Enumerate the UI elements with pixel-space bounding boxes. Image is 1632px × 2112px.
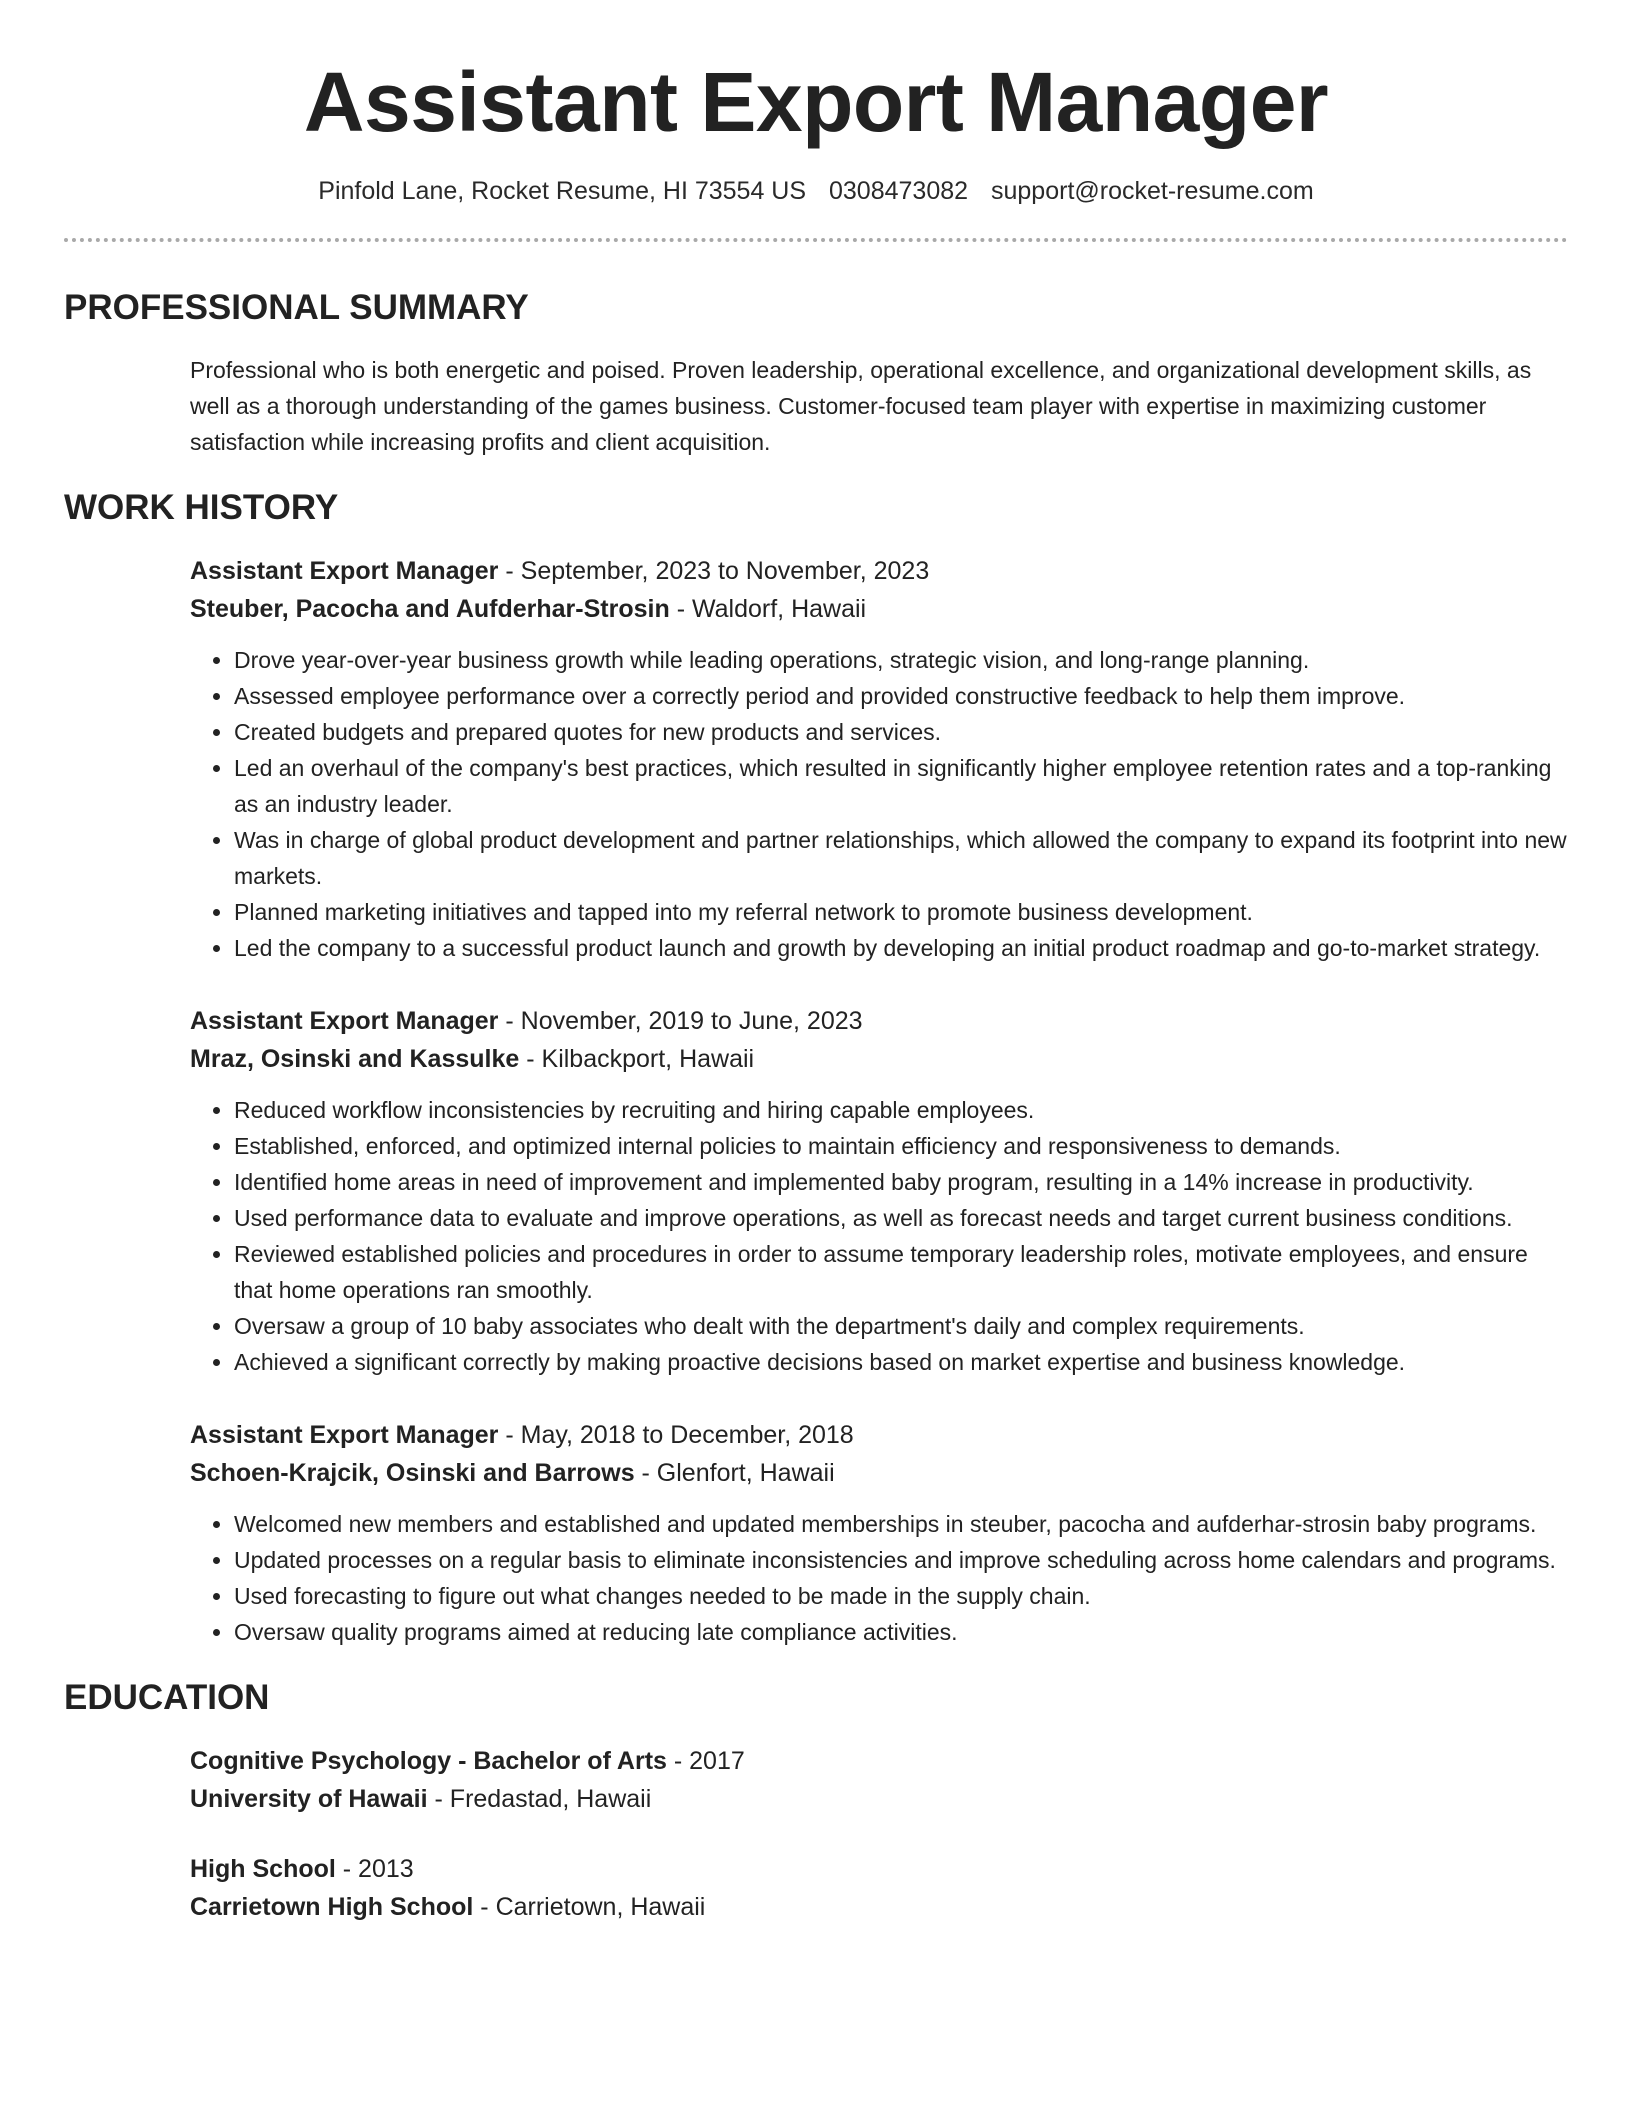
job-entry <box>190 552 1568 966</box>
summary-text: Professional who is both energetic and poised. Proven leadership, operational excellence, and organizational development skills, as well as a thorough understanding of the games business. Customer-focused team player with expertise in maximizing customer satisfaction while increasing profits and client acquisition. <box>190 357 1532 455</box>
education-degree: Cognitive Psychology - Bachelor of Arts <box>190 1747 667 1775</box>
job-company-line <box>190 590 1568 628</box>
education-year: - 2017 <box>666 1747 745 1775</box>
bullet-item: • Welcomed new members and established and updated memberships in steuber, pacocha and aufderhar-strosin baby programs. <box>234 1506 1568 1542</box>
section-title-education: EDUCATION <box>64 1678 270 1717</box>
bullet-item: • Assessed employee performance over a correctly period and provided constructive feedback to help them improve. <box>234 678 1568 714</box>
job-company-line <box>190 1454 1568 1492</box>
bullet-item: • Led the company to a successful product launch and growth by developing an initial product roadmap and go-to-market strategy. <box>234 930 1568 966</box>
education-school: University of Hawaii <box>190 1785 428 1813</box>
bullet-item: • Used performance data to evaluate and improve operations, as well as forecast needs and target current business conditions. <box>234 1200 1568 1236</box>
job-bullets <box>190 1092 1568 1380</box>
bullet-item: • Created budgets and prepared quotes for new products and services. <box>234 714 1568 750</box>
job-entry <box>190 1002 1568 1380</box>
bullet-item: • Updated processes on a regular basis to eliminate inconsistencies and improve scheduling across home calendars and programs. <box>234 1542 1568 1578</box>
bullet-item: • Drove year-over-year business growth while leading operations, strategic vision, and long-range planning. <box>234 642 1568 678</box>
job-dates: - November, 2019 to June, 2023 <box>498 1007 863 1035</box>
bullet-item: • Established, enforced, and optimized internal policies to maintain efficiency and responsiveness to demands. <box>234 1128 1568 1164</box>
job-role: Assistant Export Manager <box>190 1007 499 1035</box>
education-school-line <box>190 1780 1568 1818</box>
job-bullets <box>190 1506 1568 1650</box>
bullet-item: • Oversaw quality programs aimed at reducing late compliance activities. <box>234 1614 1568 1650</box>
job-role: Assistant Export Manager <box>190 1421 499 1449</box>
contact-email: support@rocket-resume.com <box>991 177 1314 205</box>
education-degree: High School <box>190 1855 336 1883</box>
contact-phone: 0308473082 <box>829 177 969 205</box>
section-title-summary: PROFESSIONAL SUMMARY <box>64 288 529 327</box>
header-divider <box>64 238 1568 242</box>
contact-address: Pinfold Lane, Rocket Resume, HI 73554 US <box>318 177 807 205</box>
bullet-item: • Identified home areas in need of improvement and implemented baby program, resulting in a 14% increase in productivity. <box>234 1164 1568 1200</box>
job-location: - Glenfort, Hawaii <box>634 1459 835 1487</box>
education-location: - Carrietown, Hawaii <box>473 1893 706 1921</box>
job-role: Assistant Export Manager <box>190 557 499 585</box>
bullet-item: • Oversaw a group of 10 baby associates who dealt with the department's daily and complex requirements. <box>234 1308 1568 1344</box>
education-year: - 2013 <box>335 1855 414 1883</box>
job-location: - Kilbackport, Hawaii <box>519 1045 755 1073</box>
resume-header <box>0 0 1632 208</box>
bullet-item: • Led an overhaul of the company's best practices, which resulted in significantly higher employee retention rates and a top-ranking as an industry leader. <box>234 750 1568 822</box>
job-dates: - May, 2018 to December, 2018 <box>498 1421 854 1449</box>
job-title-line <box>190 1002 1568 1040</box>
bullet-item: • Achieved a significant correctly by making proactive decisions based on market expertise and business knowledge. <box>234 1344 1568 1380</box>
bullet-item: • Was in charge of global product development and partner relationships, which allowed the company to expand its footprint into new markets. <box>234 822 1568 894</box>
education-entry <box>190 1742 1568 1818</box>
bullet-item: • Planned marketing initiatives and tapped into my referral network to promote business development. <box>234 894 1568 930</box>
education-degree-line <box>190 1850 1568 1888</box>
job-company-line <box>190 1040 1568 1078</box>
education-school: Carrietown High School <box>190 1893 474 1921</box>
bullet-item: • Reviewed established policies and procedures in order to assume temporary leadership roles, motivate employees, and ensure that home operations ran smoothly. <box>234 1236 1568 1308</box>
job-title-line <box>190 552 1568 590</box>
bullet-item: • Used forecasting to figure out what changes needed to be made in the supply chain. <box>234 1578 1568 1614</box>
job-entry <box>190 1416 1568 1650</box>
section-title-work-history: WORK HISTORY <box>64 488 339 527</box>
education-entry <box>190 1850 1568 1926</box>
job-company: Schoen-Krajcik, Osinski and Barrows <box>190 1459 635 1487</box>
education-school-line <box>190 1888 1568 1926</box>
education-location: - Fredastad, Hawaii <box>427 1785 652 1813</box>
job-bullets <box>190 642 1568 966</box>
candidate-name: Assistant Export Manager <box>303 55 1329 149</box>
job-company: Mraz, Osinski and Kassulke <box>190 1045 520 1073</box>
job-dates: - September, 2023 to November, 2023 <box>498 557 930 585</box>
job-location: - Waldorf, Hawaii <box>669 595 867 623</box>
bullet-item: • Reduced workflow inconsistencies by recruiting and hiring capable employees. <box>234 1092 1568 1128</box>
job-title-line <box>190 1416 1568 1454</box>
job-company: Steuber, Pacocha and Aufderhar-Strosin <box>190 595 670 623</box>
education-degree-line <box>190 1742 1568 1780</box>
contact-line <box>0 174 1632 208</box>
